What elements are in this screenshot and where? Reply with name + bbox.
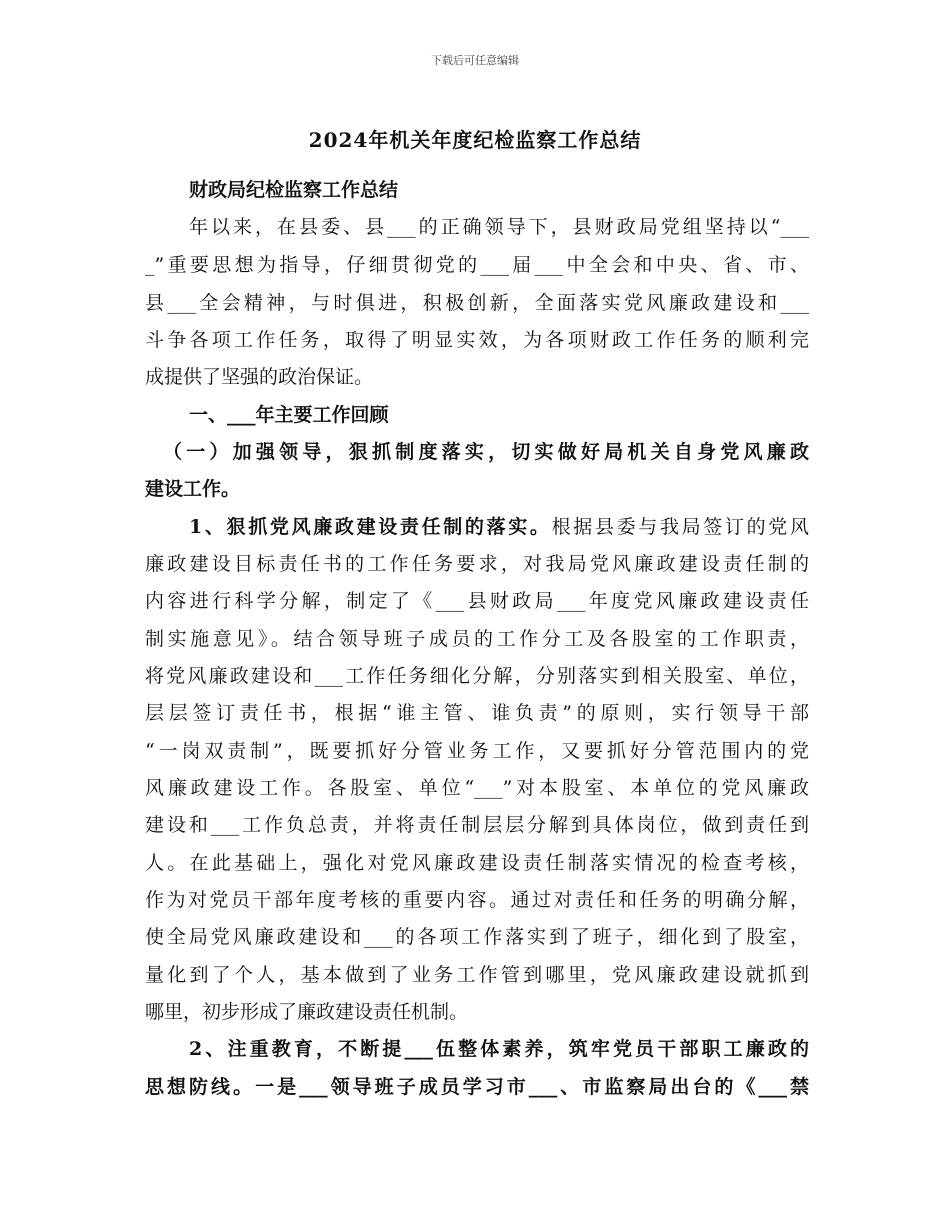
section-heading: 一、___年主要工作回顾	[189, 404, 389, 426]
paragraph-line: 风廉政建设工作。各股室、单位“___”对本股室、本单位的党风廉政	[145, 777, 809, 799]
paragraph-line: 年以来，在县委、县___的正确领导下，县财政局党组坚持以“___	[189, 216, 809, 238]
subsection-heading-cont: 建设工作。	[145, 478, 241, 500]
paragraph-line: 人。在此基础上，强化对党风廉政建设责任制落实情况的检查考核，	[145, 852, 809, 874]
paragraph-line: 建设和___工作负总责，并将责任制层层分解到具体岗位，做到责任到	[145, 814, 809, 836]
paragraph-line: 斗争各项工作任务，取得了明显实效，为各项财政工作任务的顺利完	[145, 329, 809, 351]
item-heading-2: 2、注重教育，不断提___伍整体素养，筑牢党员干部职工廉政的	[189, 1038, 809, 1060]
paragraph-line: 将党风廉政建设和___工作任务细化分解，分别落实到相关股室、单位，	[145, 665, 809, 687]
page-header-note: 下载后可任意编辑	[431, 54, 519, 67]
paragraph-line: 层层签订责任书，根据“谁主管、谁负责”的原则，实行领导干部	[145, 702, 809, 724]
item-heading: 1、狠抓党风廉政建设责任制的落实。	[189, 516, 552, 538]
paragraph-line: 成提供了坚强的政治保证。	[145, 366, 374, 388]
paragraph-line: 哪里，初步形成了廉政建设责任机制。	[145, 1001, 469, 1023]
paragraph-line: _”重要思想为指导，仔细贯彻党的___届___中全会和中央、省、市、	[145, 254, 809, 276]
paragraph-line: 廉政建设目标责任书的工作任务要求，对我局党风廉政建设责任制的	[145, 553, 809, 575]
paragraph-line	[189, 512, 809, 539]
paragraph-line: 内容进行科学分解，制定了《___县财政局___年度党风廉政建设责任	[145, 590, 809, 612]
paragraph-line: “一岗双责制”，既要抓好分管业务工作，又要抓好分管范围内的党	[145, 740, 809, 762]
item-text: 根据县委与我局签订的党风	[551, 516, 809, 538]
subsection-heading: （一）加强领导，狠抓制度落实，切实做好局机关自身党风廉政	[163, 441, 809, 463]
paragraph-line: 使全局党风廉政建设和___的各项工作落实到了班子，细化到了股室，	[145, 926, 809, 948]
document-title: 2024年机关年度纪检监察工作总结	[308, 128, 642, 152]
section-subtitle: 财政局纪检监察工作总结	[189, 179, 399, 201]
paragraph-line: 作为对党员干部年度考核的重要内容。通过对责任和任务的明确分解，	[145, 889, 809, 911]
paragraph-line: 量化到了个人，基本做到了业务工作管到哪里，党风廉政建设就抓到	[145, 964, 809, 986]
item-heading-2-cont: 思想防线。一是___领导班子成员学习市___、市监察局出台的《___禁	[145, 1076, 809, 1098]
paragraph-line: 制实施意见》。结合领导班子成员的工作分工及各股室的工作职责，	[145, 628, 809, 650]
paragraph-line: 县___全会精神，与时俱进，积极创新，全面落实党风廉政建设和___	[145, 292, 809, 314]
